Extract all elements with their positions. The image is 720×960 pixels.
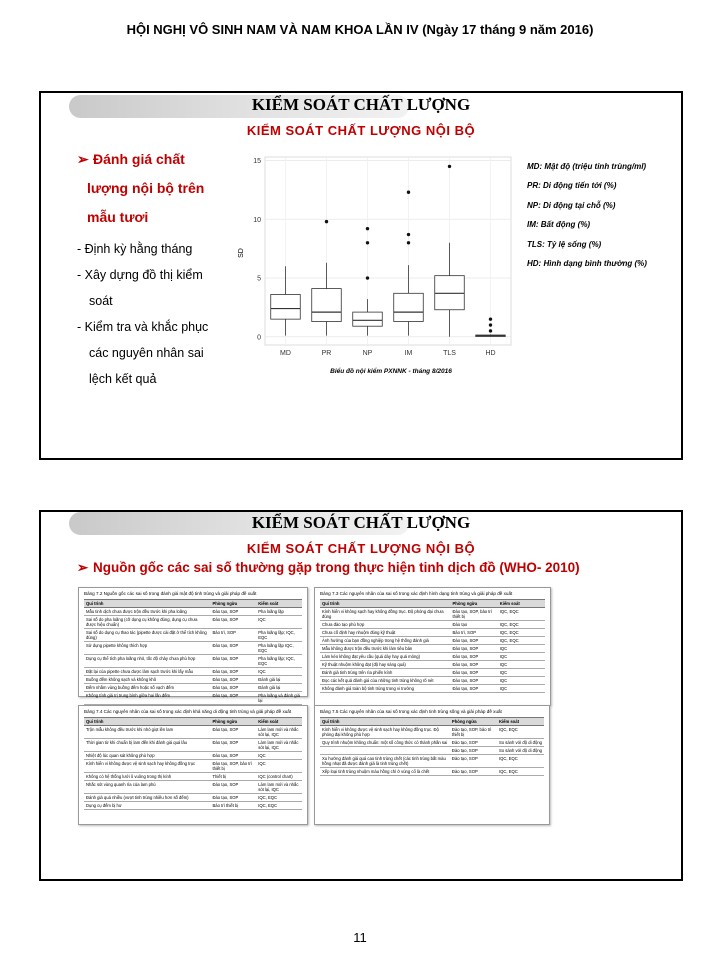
- table-caption: Bảng 7.4 Các nguyên nhân của sai số trong xác định khả năng di động tinh trùng và giải pháp đề xuất: [84, 709, 292, 714]
- table-cell: Buồng đếm không sạch và không khô: [84, 675, 210, 683]
- table-cell: Đào tạo, SOP: [451, 684, 498, 692]
- outlier-point: [366, 241, 369, 244]
- table-cell: Pha loãng lặp IQC, EQC: [256, 641, 302, 654]
- table-cell: IQC: [256, 615, 302, 628]
- table-cell: IQC, EQC: [498, 607, 545, 620]
- table-cell: Nhiệt độ lúc quan sát không phù hợp: [84, 751, 210, 759]
- table-card: [78, 587, 308, 703]
- table-cell: Đào tạo, SOP: [210, 691, 256, 704]
- chart-title: Biểu đồ nội kiểm PXNNK - tháng 8/2016: [330, 368, 452, 375]
- table-cell: Đào tạo, SOP: [210, 654, 256, 667]
- table-cell: Kính hiển vi không được vệ sinh sạch hay không đồng trục: [84, 759, 210, 772]
- table-cell: Đào tạo, SOP: [210, 675, 256, 683]
- table-cell: Đào tạo, SOP: [450, 754, 497, 767]
- table-cell: Mẫu tinh dịch chưa được trộn đều trước khi pha loãng: [84, 607, 210, 615]
- table-header-cell: Kiểm soát: [256, 599, 302, 607]
- table-row: [320, 725, 544, 738]
- table-row: [320, 746, 544, 754]
- table-row: [84, 780, 302, 793]
- table-cell: IQC, EQC: [498, 636, 545, 644]
- table-cell: Bảo trì, SOP: [210, 628, 256, 641]
- table-row: [320, 668, 545, 676]
- table-cell: So sánh với độ di động: [497, 738, 544, 746]
- table-header-cell: Phòng ngừa: [210, 717, 256, 725]
- table-row: [84, 654, 302, 667]
- table-cell: Đào tạo, SOP: [210, 738, 256, 751]
- table-row: [320, 636, 545, 644]
- table-cell: Ảnh hưởng của bạn đồng nghiệp trong hệ thống đánh giá: [320, 636, 451, 644]
- table-cell: Đọc các kết quả đánh giá của những tinh trùng không rõ nét: [320, 676, 451, 684]
- table-cell: Đào tạo, SOP: [451, 660, 498, 668]
- legend-item: PR: Di động tiến tới (%): [527, 181, 617, 191]
- table-cell: Đếm nhầm vùng buồng đếm hoặc số vạch đếm: [84, 683, 210, 691]
- table-header-cell: Kiểm soát: [497, 717, 544, 725]
- table-row: [84, 675, 302, 683]
- slide-subtitle: KIỂM SOÁT CHẤT LƯỢNG NỘI BỘ: [246, 541, 476, 556]
- table-cell: Không tính giá trị trung bình giữa hai lần đếm: [84, 691, 210, 704]
- table-cell: Trộn mẫu không đều trước khi nhỏ giọt lên lam: [84, 725, 210, 738]
- slide-subtitle: KIỂM SOÁT CHẤT LƯỢNG NỘI BỘ: [246, 123, 476, 138]
- page-number: 11: [353, 930, 367, 945]
- table-cell: Đào tạo, SOP: [450, 738, 497, 746]
- table-header-cell: Qui trình: [320, 717, 450, 725]
- outlier-point: [366, 227, 369, 230]
- y-tick-label: 10: [253, 216, 261, 224]
- dash-list: [77, 236, 257, 392]
- table-cell: Kính hiển vi không được vệ sinh sạch hay không đồng trục. Độ phóng đại không phù hợp: [320, 725, 450, 738]
- dash-item-cont: soát: [89, 294, 113, 308]
- x-tick-label: TLS: [443, 350, 456, 357]
- table-cell: Đào tạo: [451, 620, 498, 628]
- outlier-point: [448, 165, 451, 168]
- table-cell: Chưa đào tạo phù hợp: [320, 620, 451, 628]
- x-tick-label: IM: [404, 350, 413, 357]
- table-cell: Đào tạo, SOP: [450, 746, 497, 754]
- dash-item: - Kiểm tra và khắc phục: [77, 320, 209, 334]
- dash-item-cont: lệch kết quả: [89, 372, 157, 386]
- table-row: [84, 725, 302, 738]
- table-row: [84, 628, 302, 641]
- table-cell: IQC, EQC: [497, 725, 544, 738]
- table-cell: Đánh giá lại: [256, 675, 302, 683]
- table-cell: Kính hiển vi không sạch hay không đồng trục. Độ phóng đại chưa đúng: [320, 607, 451, 620]
- table-row: [320, 620, 545, 628]
- table-header-row: [84, 599, 302, 607]
- outlier-point: [325, 220, 328, 223]
- table-header-row: [320, 599, 545, 607]
- table-cell: Pha loãng lặp: [256, 607, 302, 615]
- table-cell: IQC: [498, 684, 545, 692]
- y-tick-label: 15: [253, 158, 261, 166]
- table-cell: IQC: [498, 660, 545, 668]
- table-cell: Dụng cụ thể tích pha loãng nhỏ, tốc độ chảy chưa phù hợp: [84, 654, 210, 667]
- slide-error-sources: [39, 510, 683, 881]
- outlier-point: [366, 276, 369, 279]
- table-row: [320, 607, 545, 620]
- table-row: [320, 628, 545, 636]
- table-row: [320, 652, 545, 660]
- table-cell: Đánh giá tinh trùng trên rìa phiến kính: [320, 668, 451, 676]
- table-row: [320, 644, 545, 652]
- table-cell: IQC: [498, 652, 545, 660]
- table-cell: Thời gian từ khi chuẩn bị lam đến khi đánh giá quá lâu: [84, 738, 210, 751]
- table-cell: Xu hướng đánh giá quá cao tinh trùng chết (các tinh trùng bắt màu hồng nhạt đã được đánh giá là tinh trùng chết): [320, 754, 450, 767]
- table-cell: Đào tạo, SOP: [210, 725, 256, 738]
- table-row: [320, 767, 544, 775]
- slide-internal-qc-chart: [39, 91, 683, 460]
- table-cell: IQC, EQC: [497, 754, 544, 767]
- table-row: [84, 759, 302, 772]
- table-row: [84, 751, 302, 759]
- table-cell: Đào tạo, SOP: [210, 667, 256, 675]
- table-row: [320, 684, 545, 692]
- table-row: [84, 738, 302, 751]
- legend-item: IM: Bất động (%): [527, 220, 591, 230]
- bullet-line: lượng nội bộ trên: [87, 180, 205, 196]
- arrow-bullet-icon: ➢: [77, 560, 89, 575]
- table-header-row: [320, 717, 544, 725]
- y-tick-label: 0: [257, 334, 261, 342]
- table-cell: Đào tạo, SOP: [210, 780, 256, 793]
- table-header-cell: Qui trình: [84, 717, 210, 725]
- legend-item: MD: Mật độ (triệu tinh trùng/ml): [527, 162, 647, 171]
- bullet-heading: [77, 145, 257, 174]
- table-cell: [320, 746, 450, 754]
- x-tick-label: NP: [362, 350, 373, 357]
- table-cell: Mẫu không được trộn đều trước khi làm tiêu bản: [320, 644, 451, 652]
- slide-title: KIỂM SOÁT CHẤT LƯỢNG: [251, 95, 471, 114]
- table-cell: IQC, EQC: [498, 628, 545, 636]
- dash-item: - Xây dựng đồ thị kiểm: [77, 268, 203, 282]
- table-header-cell: Phòng ngừa: [451, 599, 498, 607]
- table-cell: Xếp loại tinh trùng nhuộm màu hồng chỉ ở vùng cổ là chết: [320, 767, 450, 775]
- table-cell: Làm lam mới và nhắc sót lại, IQC: [256, 725, 302, 738]
- table-card: [78, 705, 308, 825]
- legend-item: TLS: Tỷ lệ sống (%): [527, 239, 602, 249]
- table-cell: Sai số do dụng cụ thao tác (pipette được cài đặt ở thể tích không đúng): [84, 628, 210, 641]
- outlier-point: [489, 329, 492, 332]
- table-cell: Đào tạo, SOP: [450, 767, 497, 775]
- section-heading: [77, 560, 677, 576]
- y-ticks: [253, 158, 261, 341]
- arrow-bullet-icon: ➢: [77, 151, 89, 167]
- table-cell: IQC, EQC: [498, 620, 545, 628]
- table-card: [314, 705, 550, 825]
- dash-item: - Định kỳ hằng tháng: [77, 242, 193, 256]
- table-row: [84, 641, 302, 654]
- table-card: [314, 587, 551, 706]
- table-cell: Đào tạo, SOP: [210, 751, 256, 759]
- table-cell: Dụng cụ đếm bị hư: [84, 801, 210, 809]
- table-cell: IQC: [498, 668, 545, 676]
- table-header-cell: Phòng ngừa: [210, 599, 256, 607]
- table-cell: Chưa cố định hay nhuộm đúng kỹ thuật: [320, 628, 451, 636]
- box-iqr: [394, 293, 424, 321]
- reference-table: [84, 599, 302, 705]
- table-cell: So sánh với độ di động: [497, 746, 544, 754]
- table-cell: IQC: [256, 751, 302, 759]
- table-caption: Bảng 7.3 Các nguyên nhân của sai số trong xác định hình dạng tinh trùng và giải pháp đề xuất: [320, 591, 513, 596]
- table-row: [320, 754, 544, 767]
- table-cell: Sai số do pha loãng (cỡ dụng cụ không đúng, dụng cụ chưa được hiệu chuẩn): [84, 615, 210, 628]
- x-ticks: [280, 350, 496, 357]
- x-tick-label: PR: [321, 350, 332, 357]
- reference-table: [320, 717, 544, 776]
- table-row: [84, 667, 302, 675]
- table-cell: Đào tạo, SOP: [451, 652, 498, 660]
- table-cell: IQC (control chart): [256, 772, 302, 780]
- table-row: [84, 683, 302, 691]
- table-header-cell: Kiểm soát: [498, 599, 545, 607]
- table-cell: Đặt lại của pipette chưa được làm sạch trước khi lấy mẫu: [84, 667, 210, 675]
- table-cell: Đào tạo, SOP: [210, 683, 256, 691]
- box-iqr: [271, 294, 301, 319]
- table-cell: Đào tạo, SOP, bảo trì thiết bị: [451, 607, 498, 620]
- table-cell: Nhắc sót vùng quanh rìa của lam phủ: [84, 780, 210, 793]
- table-cell: Không có hệ thống lưới ô vuông trong thị kính: [84, 772, 210, 780]
- table-cell: IQC: [256, 667, 302, 675]
- table-cell: Không đánh giá toàn bộ tinh trùng trong vi trường: [320, 684, 451, 692]
- dash-item-cont: các nguyên nhân sai: [89, 346, 204, 360]
- x-tick-label: MD: [280, 350, 291, 357]
- table-cell: IQC, EQC: [256, 793, 302, 801]
- table-cell: Đào tạo, SOP: [451, 676, 498, 684]
- table-cell: Bảo trì thiết bị: [210, 801, 256, 809]
- slide-title: KIỂM SOÁT CHẤT LƯỢNG: [251, 513, 471, 532]
- x-tick-label: HD: [485, 350, 496, 357]
- plot-area: [265, 157, 511, 345]
- table-cell: Đào tạo, SOP: [210, 793, 256, 801]
- table-cell: IQC: [256, 759, 302, 772]
- bullet-line: Đánh giá chất: [93, 151, 185, 167]
- table-cell: IQC, EQC: [256, 801, 302, 809]
- reference-table: [84, 717, 302, 810]
- table-row: [84, 793, 302, 801]
- outlier-point: [407, 233, 410, 236]
- table-row: [84, 691, 302, 704]
- table-cell: Sử dụng pipette không thích hợp: [84, 641, 210, 654]
- table-cell: Đào tạo, SOP, bảo trì thiết bị: [450, 725, 497, 738]
- table-header-cell: Phòng ngừa: [450, 717, 497, 725]
- table-cell: Đào tạo, SOP: [451, 636, 498, 644]
- table-cell: Làm lam mới và nhắc sót lại, IQC: [256, 738, 302, 751]
- section-heading-text: Nguồn gốc các sai số thường gặp trong thực hiện tinh dịch đồ (WHO- 2010): [93, 560, 580, 575]
- reference-table: [320, 599, 545, 693]
- table-row: [320, 738, 544, 746]
- table-cell: Kỹ thuật nhuộm không đạt (độ hay sáng quá): [320, 660, 451, 668]
- table-row: [84, 772, 302, 780]
- table-row: [84, 615, 302, 628]
- table-header-cell: Qui trình: [320, 599, 451, 607]
- bullet-block: [77, 145, 257, 392]
- table-cell: Đào tạo, SOP: [210, 641, 256, 654]
- table-cell: Đào tạo, SOP: [451, 668, 498, 676]
- legend: [527, 157, 677, 273]
- table-header-cell: Qui trình: [84, 599, 210, 607]
- bullet-line: mẫu tươi: [87, 209, 149, 225]
- table-row: [84, 607, 302, 615]
- legend-item: HD: Hình dạng bình thường (%): [527, 259, 647, 269]
- table-header-row: [84, 717, 302, 725]
- table-caption: Bảng 7.2 Nguồn gốc các sai số trong đánh giá mật độ tinh trùng và giải pháp đề xuất: [84, 591, 257, 596]
- box-iqr: [312, 289, 342, 322]
- table-cell: Quy trình nhuộm không chuẩn: một số công thức có thành phần sai: [320, 738, 450, 746]
- outlier-point: [407, 241, 410, 244]
- table-cell: Đào tạo, SOP: [451, 644, 498, 652]
- outlier-point: [407, 191, 410, 194]
- outlier-point: [489, 317, 492, 320]
- outlier-point: [489, 323, 492, 326]
- table-cell: Pha loãng lặp; IQC, EQC: [256, 628, 302, 641]
- table-cell: Pha loãng và đánh giá lại: [256, 691, 302, 704]
- table-cell: Pha loãng lặp; IQC, EQC: [256, 654, 302, 667]
- table-cell: IQC: [498, 676, 545, 684]
- page-header: HỘI NGHỊ VÔ SINH NAM VÀ NAM KHOA LẦN IV (Ngày 17 tháng 9 năm 2016): [126, 22, 594, 37]
- table-cell: Đánh giá quá nhiều (vượt tinh trùng nhiều hơn số đếm): [84, 793, 210, 801]
- table-row: [320, 676, 545, 684]
- legend-item: NP: Di động tại chỗ (%): [527, 200, 616, 210]
- table-cell: Đào tạo, SOP, bảo trì thiết bị: [210, 759, 256, 772]
- table-cell: IQC: [498, 644, 545, 652]
- table-cell: Đào tạo, SOP: [210, 615, 256, 628]
- table-cell: Đào tạo, SOP: [210, 607, 256, 615]
- table-row: [84, 801, 302, 809]
- table-cell: Thiết bị: [210, 772, 256, 780]
- boxplot-chart: [231, 151, 521, 381]
- table-header-cell: Kiểm soát: [256, 717, 302, 725]
- table-cell: Bảo trì, SOP: [451, 628, 498, 636]
- table-cell: Đánh giá lại: [256, 683, 302, 691]
- table-row: [320, 660, 545, 668]
- table-caption: Bảng 7.5 Các nguyên nhân của sai số trong xác định tinh trùng sống và giải pháp đề xuất: [320, 709, 502, 714]
- table-cell: Làm kéo không đạt yêu cầu (quá dày hay quá mỏng): [320, 652, 451, 660]
- y-tick-label: 5: [257, 275, 261, 283]
- y-axis-label: SD: [238, 248, 245, 258]
- box-iqr: [353, 312, 383, 326]
- table-cell: IQC, EQC: [497, 767, 544, 775]
- table-cell: Làm lam mới và nhắc sót lại, IQC: [256, 780, 302, 793]
